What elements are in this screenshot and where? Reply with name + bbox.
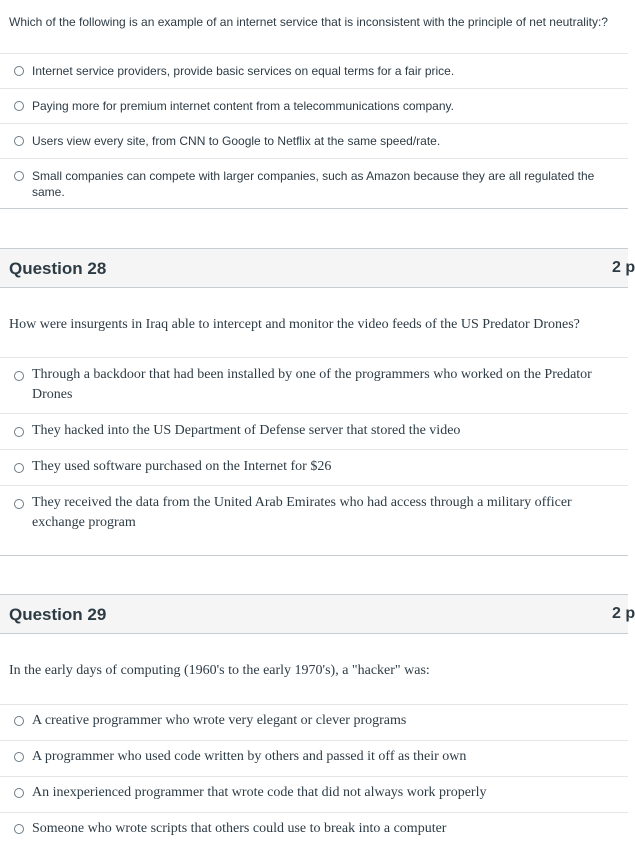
answer-label: They received the data from the United Arab Emirates who had access through a military officer exchange program: [32, 495, 572, 530]
answer-label: An inexperienced programmer that wrote code that did not always work properly: [32, 785, 487, 800]
answer-option[interactable]: [0, 413, 628, 449]
radio-button[interactable]: [14, 463, 24, 473]
answer-label: Internet service providers, provide basic services on equal terms for a fair price.: [32, 64, 455, 78]
question-title: Question 28: [9, 259, 107, 278]
answer-option[interactable]: [0, 485, 628, 541]
answer-option[interactable]: [0, 53, 628, 88]
answer-option[interactable]: [0, 812, 628, 848]
radio-button[interactable]: [14, 499, 24, 509]
answer-option[interactable]: [0, 88, 628, 123]
answer-option[interactable]: [0, 740, 628, 776]
question-divider: [0, 208, 628, 209]
answer-label: Users view every site, from CNN to Google to Netflix at the same speed/rate.: [32, 134, 441, 148]
question-points: 2 p: [612, 605, 635, 622]
question-points: 2 p: [612, 259, 635, 276]
answer-label: Through a backdoor that had been installed by one of the programmers who worked on the Predator Drones: [32, 367, 592, 402]
radio-button[interactable]: [14, 101, 24, 111]
answer-label: A creative programmer who wrote very elegant or clever programs: [32, 713, 407, 728]
answer-option[interactable]: [0, 449, 628, 485]
radio-button[interactable]: [14, 371, 24, 381]
question-divider: [0, 555, 628, 556]
answer-label: A programmer who used code written by others and passed it off as their own: [32, 749, 467, 764]
question-27-text: Which of the following is an example of an internet service that is inconsistent with the principle of net neutrality:?: [9, 15, 608, 29]
answer-option[interactable]: [0, 123, 628, 158]
radio-button[interactable]: [14, 752, 24, 762]
question-29-answers: [0, 704, 628, 848]
radio-button[interactable]: [14, 66, 24, 76]
answer-option[interactable]: [0, 776, 628, 812]
answer-option[interactable]: [0, 704, 628, 740]
question-29-text: In the early days of computing (1960's to the early 1970's), a "hacker" was:: [9, 663, 430, 678]
question-28-text: How were insurgents in Iraq able to intercept and monitor the video feeds of the US Predator Drones?: [9, 317, 580, 332]
radio-button[interactable]: [14, 788, 24, 798]
radio-button[interactable]: [14, 171, 24, 181]
answer-option[interactable]: [0, 158, 628, 199]
radio-button[interactable]: [14, 824, 24, 834]
answer-label: Paying more for premium internet content from a telecommunications company.: [32, 99, 454, 113]
radio-button[interactable]: [14, 716, 24, 726]
question-title: Question 29: [9, 605, 107, 624]
question-28-header: [0, 248, 635, 288]
answer-option[interactable]: [0, 357, 628, 413]
question-29-header: [0, 594, 635, 634]
answer-label: They hacked into the US Department of Defense server that stored the video: [32, 423, 461, 438]
question-27-answers: [0, 53, 628, 199]
question-28-answers: [0, 357, 628, 541]
answer-label: Someone who wrote scripts that others could use to break into a computer: [32, 821, 447, 836]
radio-button[interactable]: [14, 136, 24, 146]
radio-button[interactable]: [14, 427, 24, 437]
answer-label: They used software purchased on the Internet for $26: [32, 459, 332, 474]
answer-label: Small companies can compete with larger companies, such as Amazon because they are all regulated the same.: [32, 169, 595, 199]
